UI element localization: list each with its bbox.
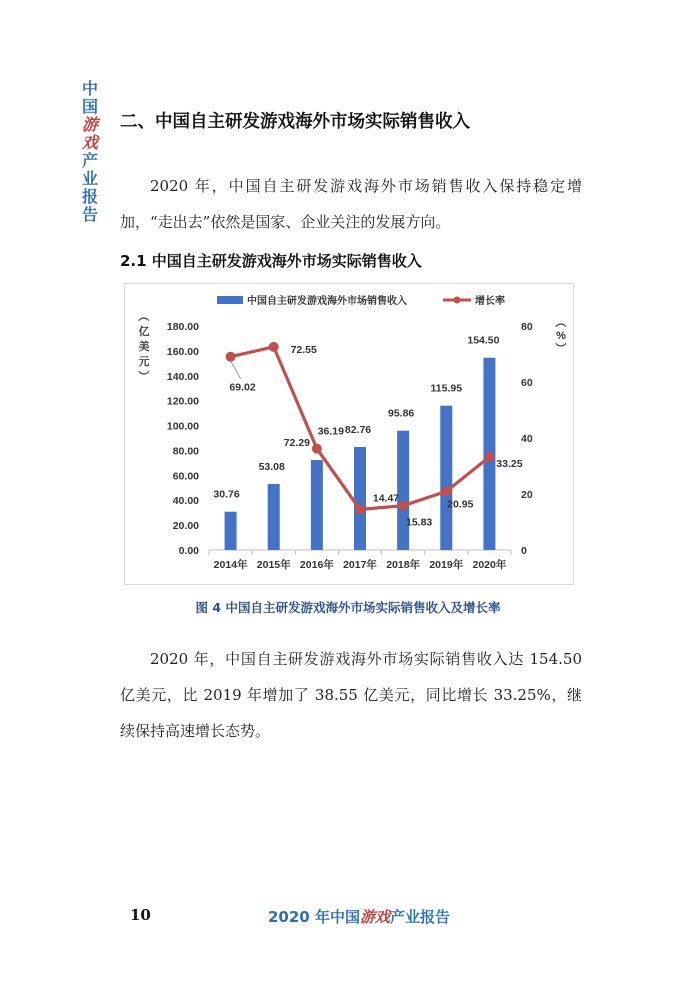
bar-data-label: 154.50 <box>467 334 500 347</box>
growth-point <box>484 452 494 462</box>
right-axis-label-char: （ <box>554 316 566 328</box>
left-axis-tick-label: 60.00 <box>172 470 199 483</box>
left-axis-tick-label: 140.00 <box>166 370 199 383</box>
right-axis-tick-label: 40 <box>521 433 533 445</box>
side-title-char: 报 <box>81 187 98 206</box>
left-axis-tick-label: 40.00 <box>172 495 199 508</box>
bar <box>354 447 366 550</box>
left-axis-tick-label: 80.00 <box>172 445 199 458</box>
left-axis-tick-label: 100.00 <box>166 420 199 433</box>
growth-point <box>441 486 451 496</box>
right-axis-tick-label: 80 <box>521 321 533 333</box>
x-axis-tick-label: 2014年 <box>213 559 248 571</box>
right-axis-tick-label: 20 <box>521 489 533 501</box>
bar-data-label: 30.76 <box>213 488 240 501</box>
side-report-title <box>79 80 101 224</box>
bar <box>268 484 280 550</box>
x-axis-tick-label: 2015年 <box>256 559 291 571</box>
growth-point <box>226 352 236 362</box>
x-axis-tick-label: 2016年 <box>299 559 334 571</box>
bar <box>311 460 323 550</box>
left-axis-tick-label: 180.00 <box>166 321 199 333</box>
right-axis-label-char: ） <box>554 342 566 354</box>
legend-bar-swatch <box>217 296 243 304</box>
legend-line-label: 增长率 <box>475 296 505 307</box>
line-data-label: 20.95 <box>447 498 474 511</box>
side-title-char: 戏 <box>81 133 98 152</box>
chart-container <box>124 283 574 585</box>
bar-data-label: 115.95 <box>430 382 463 395</box>
left-axis-tick-label: 160.00 <box>166 345 199 358</box>
left-axis-label-char: 元 <box>138 356 150 368</box>
figure-caption: 图 4 中国自主研发游戏海外市场实际销售收入及增长率 <box>195 600 501 615</box>
bar-data-label: 72.29 <box>283 437 310 450</box>
side-title-char: 国 <box>81 97 98 116</box>
footer-title-text: 2020 年中国 <box>268 908 360 926</box>
right-axis-tick-label: 0 <box>521 545 527 557</box>
growth-point <box>398 501 408 511</box>
x-axis-tick-label: 2020年 <box>472 559 507 571</box>
side-title-char: 告 <box>81 205 98 224</box>
x-axis-tick-label: 2019年 <box>429 559 464 571</box>
legend-bar-label: 中国自主研发游戏海外市场销售收入 <box>247 296 407 307</box>
legend-line-marker <box>454 297 461 304</box>
section-heading: 二、中国自主研发游戏海外市场实际销售收入 <box>120 112 470 132</box>
left-axis-label-char: （ <box>137 310 149 322</box>
side-title-char: 业 <box>81 169 98 188</box>
label-leader-line <box>231 361 241 379</box>
bar <box>225 512 237 550</box>
subsection-heading: 2.1 中国自主研发游戏海外市场实际销售收入 <box>120 252 422 270</box>
footer-report-title <box>268 906 450 927</box>
line-data-label: 72.55 <box>290 343 317 356</box>
intro-paragraph: 2020 年，中国自主研发游戏海外市场销售收入保持稳定增加，“走出去”依然是国家、企业关注的发展方向。 <box>120 177 582 231</box>
growth-point <box>355 504 365 514</box>
left-axis-tick-label: 120.00 <box>166 395 199 408</box>
x-axis-tick-label: 2017年 <box>343 559 377 571</box>
line-data-label: 36.19 <box>317 425 344 438</box>
footer-title-art-text: 游戏 <box>359 908 390 926</box>
footer-title-text: 产业报告 <box>390 908 451 926</box>
bar-data-label: 95.86 <box>388 407 415 420</box>
bar-data-label: 53.08 <box>258 460 285 473</box>
line-data-label: 14.47 <box>372 492 400 505</box>
right-axis-label-char: % <box>556 330 566 342</box>
left-axis-tick-label: 0.00 <box>178 545 199 557</box>
side-title-char: 游 <box>81 115 98 134</box>
line-data-label: 69.02 <box>229 381 256 394</box>
line-data-label: 33.25 <box>496 457 523 470</box>
growth-point <box>312 444 322 454</box>
right-axis-tick-label: 60 <box>521 377 533 389</box>
left-axis-label-char: 美 <box>138 341 150 353</box>
bar <box>397 431 409 550</box>
page-number: 10 <box>130 906 151 924</box>
revenue-growth-chart <box>125 284 573 584</box>
side-title-char: 中 <box>81 79 98 98</box>
left-axis-label-char: 亿 <box>138 326 150 338</box>
left-axis-tick-label: 20.00 <box>172 520 199 533</box>
side-title-char: 产 <box>81 151 98 170</box>
x-axis-tick-label: 2018年 <box>386 559 421 571</box>
growth-point <box>269 342 279 352</box>
bar <box>440 406 452 550</box>
bar-data-label: 82.76 <box>344 424 372 437</box>
line-data-label: 15.83 <box>406 516 433 529</box>
summary-paragraph: 2020 年，中国自主研发游戏海外市场实际销售收入达 154.50 亿美元，比 2019 年增加了 38.55 亿美元，同比增长 33.25%，继续保持高速增长态势。 <box>120 650 582 740</box>
left-axis-label-char: ） <box>137 370 149 382</box>
